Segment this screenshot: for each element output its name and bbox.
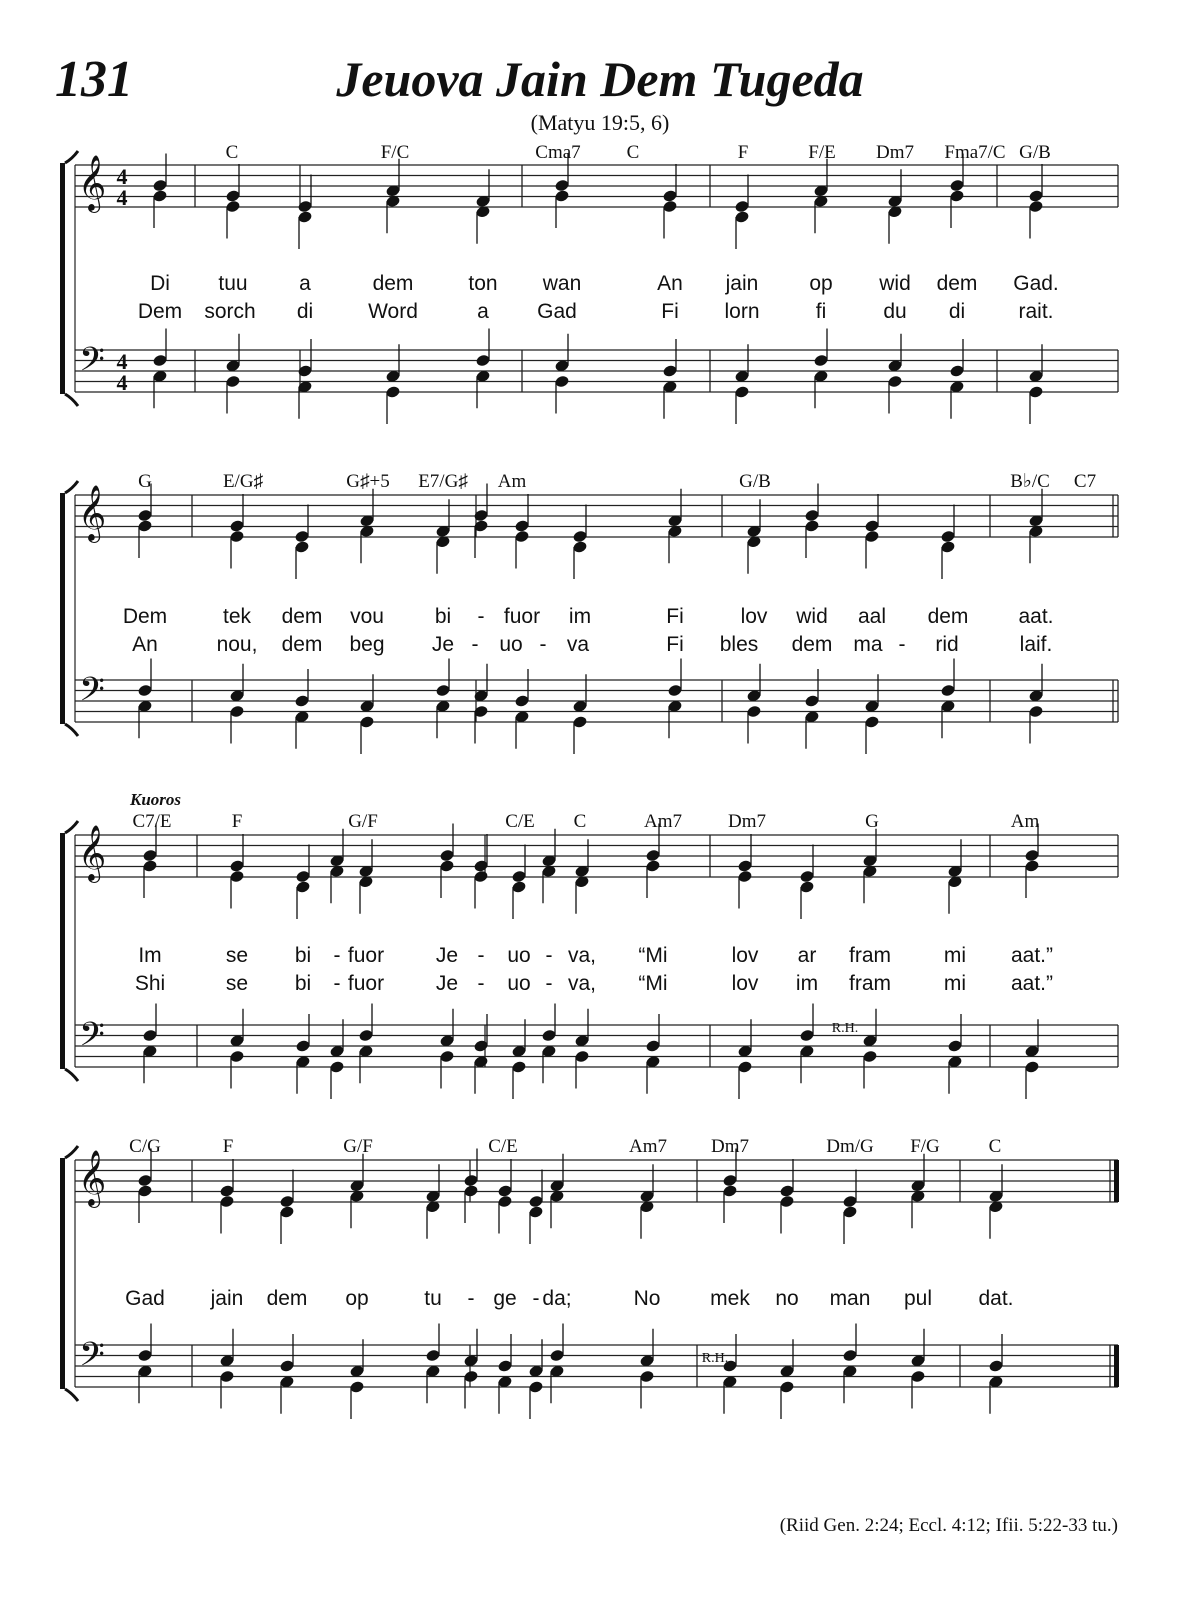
lyric-syllable: - [532, 1287, 540, 1310]
lyric-syllable: Dem [122, 605, 168, 628]
chord-symbol: C [988, 1136, 1002, 1157]
lyric-syllable: op [809, 272, 833, 295]
bracket-hook-bottom [65, 394, 78, 406]
lyric-syllable: im [568, 605, 592, 628]
lyric-syllable: nou, [216, 633, 258, 656]
chord-symbol: G/B [739, 471, 771, 492]
treble-clef: 𝄞 [77, 485, 107, 541]
lyric-syllable: ar [797, 944, 817, 967]
chord-symbol: G/B [1019, 142, 1051, 163]
lyric-syllable: fram [849, 972, 891, 995]
chord-symbol: Am7 [629, 1136, 667, 1157]
lyric-syllable: tuu [218, 272, 248, 295]
lyric-syllable: fi [815, 300, 827, 323]
lyric-syllable: lov [731, 972, 759, 995]
chord-symbol: F/E [808, 142, 836, 163]
lyric-syllable: No [633, 1287, 661, 1310]
lyric-syllable: wan [542, 272, 582, 295]
lyric-syllable: dem [791, 633, 833, 656]
treble-clef: 𝄞 [77, 825, 107, 881]
lyric-syllable: “Mi [638, 972, 668, 995]
chord-symbol: F [222, 1136, 234, 1157]
lyric-syllable: sorch [204, 300, 256, 323]
lyric-syllable: va [566, 633, 590, 656]
lyric-syllable: - [477, 605, 485, 628]
chord-symbol: C/G [129, 1136, 161, 1157]
lyric-syllable: uo [507, 972, 531, 995]
lyric-syllable: - [471, 633, 479, 656]
lyric-syllable: mek [710, 1287, 750, 1310]
lyric-syllable: uo [499, 633, 523, 656]
lyric-syllable: - [545, 972, 553, 995]
chord-symbol: C7/E [132, 811, 172, 832]
bracket-hook-top [65, 151, 78, 163]
lyric-syllable: Je [431, 633, 455, 656]
lyric-syllable: dem [372, 272, 414, 295]
lyric-syllable: Je [435, 944, 459, 967]
lyric-syllable: wid [879, 272, 911, 295]
chord-symbol: Am [1010, 811, 1040, 832]
lyric-syllable: laif. [1019, 633, 1053, 656]
scripture-reference: (Matyu 19:5, 6) [530, 110, 670, 135]
lyric-syllable: - [333, 972, 341, 995]
chord-symbol: F/C [380, 142, 410, 163]
chord-symbol: E7/G♯ [418, 471, 468, 492]
lyric-syllable: man [829, 1287, 871, 1310]
system-4 [60, 1146, 1119, 1419]
song-title: Jeuova Jain Dem Tugeda [336, 51, 864, 107]
lyric-syllable: dem [266, 1287, 308, 1310]
lyric-syllable: bi [434, 605, 452, 628]
lyric-syllable: bi [294, 944, 312, 967]
lyric-syllable: fuor [347, 944, 385, 967]
system-bracket [60, 493, 65, 724]
lyric-syllable: jain [725, 272, 759, 295]
time-signature-bottom: 4 [116, 185, 128, 210]
lyric-syllable: - [477, 944, 485, 967]
lyric-syllable: - [545, 944, 553, 967]
lyric-syllable: mi [943, 944, 967, 967]
lyric-syllable: - [539, 633, 547, 656]
lyric-syllable: tek [222, 605, 252, 628]
lyric-syllable: dem [281, 633, 323, 656]
lyric-syllable: va, [567, 944, 597, 967]
chord-symbol: Dm7 [711, 1136, 749, 1157]
lyric-syllable: mi [943, 972, 967, 995]
lyric-syllable: dem [927, 605, 969, 628]
chord-symbol: B♭/C [1010, 471, 1050, 492]
treble-clef: 𝄞 [77, 155, 107, 211]
lyric-syllable: ton [468, 272, 498, 295]
lyric-syllable: tu [424, 1287, 442, 1310]
lyric-syllable: “Mi [638, 944, 668, 967]
lyric-syllable: Im [138, 944, 162, 967]
chord-symbol: E/G♯ [222, 471, 264, 492]
lyric-syllable: du [883, 300, 907, 323]
lyric-syllable: se [225, 944, 249, 967]
chord-symbol: G♯+5 [346, 471, 390, 492]
lyric-syllable: Gad [125, 1287, 165, 1310]
lyric-syllable: ge [493, 1287, 517, 1310]
time-signature-top: 4 [116, 164, 128, 189]
chord-symbol: C/E [505, 811, 535, 832]
bracket-hook-bottom [65, 1389, 78, 1401]
time-signature-bottom: 4 [116, 370, 128, 395]
lyric-syllable: se [225, 972, 249, 995]
system-bracket [60, 833, 65, 1069]
lyric-syllable: beg [349, 633, 385, 656]
lyric-syllable: a [299, 272, 311, 295]
lyric-syllable: fram [849, 944, 891, 967]
lyric-syllable: aat.” [1010, 972, 1054, 995]
chorus-label: Kuoros [130, 790, 182, 809]
bracket-hook-bottom [65, 724, 78, 736]
bracket-hook-bottom [65, 1069, 78, 1081]
lyric-syllable: va, [567, 972, 597, 995]
chord-symbol: Cma7 [535, 142, 581, 163]
chord-symbol: G [865, 811, 879, 832]
lyric-syllable: Dem [137, 300, 183, 323]
lyric-syllable: no [775, 1287, 799, 1310]
time-signature-top: 4 [116, 349, 128, 374]
lyric-syllable: im [795, 972, 819, 995]
lyric-syllable: uo [507, 944, 531, 967]
lyric-syllable: dat. [978, 1287, 1014, 1310]
chord-symbol: F [231, 811, 243, 832]
bass-clef: 𝄢 [79, 1016, 105, 1062]
lyric-syllable: Fi [666, 633, 684, 656]
lyric-syllable: - [467, 1287, 475, 1310]
chord-symbol: C [626, 142, 640, 163]
lyric-syllable: - [477, 972, 485, 995]
chord-symbol: G/F [348, 811, 378, 832]
lyric-syllable: jain [210, 1287, 244, 1310]
footer-references: (Riid Gen. 2:24; Eccl. 4:12; Ifii. 5:22-33 tu.) [779, 1515, 1118, 1536]
chord-symbol: F [737, 142, 749, 163]
lyric-syllable: bles [719, 633, 759, 656]
lyric-syllable: Fi [666, 605, 684, 628]
lyric-syllable: a [477, 300, 489, 323]
lyric-syllable: dem [936, 272, 978, 295]
lyric-syllable: wid [796, 605, 828, 628]
lyric-syllable: Shi [134, 972, 166, 995]
lyric-syllable: pul [903, 1287, 933, 1310]
lyric-syllable: fuor [503, 605, 541, 628]
lyric-syllable: lov [731, 944, 759, 967]
lyric-syllable: ma [853, 633, 883, 656]
lyric-syllable: dem [281, 605, 323, 628]
bass-clef: 𝄢 [79, 671, 105, 717]
lyric-syllable: aat.” [1010, 944, 1054, 967]
chord-symbol: F/G [910, 1136, 940, 1157]
right-hand-marking: R.H. [701, 1351, 729, 1366]
lyric-syllable: di [296, 300, 314, 323]
lyric-syllable: - [333, 944, 341, 967]
lyric-syllable: Gad. [1013, 272, 1059, 295]
system-bracket [60, 163, 65, 394]
lyric-syllable: bi [294, 972, 312, 995]
lyric-syllable: rait. [1018, 300, 1054, 323]
lyric-syllable: di [948, 300, 966, 323]
lyric-syllable: lov [740, 605, 768, 628]
chord-symbol: C [573, 811, 587, 832]
chord-symbol: C7 [1073, 471, 1097, 492]
final-barline-thick [1114, 1160, 1119, 1202]
song-number: 131 [55, 51, 133, 108]
chord-symbol: Fma7/C [944, 142, 1006, 163]
lyric-syllable: An [132, 633, 158, 656]
lyric-syllable: Word [368, 300, 418, 323]
lyric-syllable: vou [350, 605, 384, 628]
bass-clef: 𝄢 [79, 341, 105, 387]
chord-symbol: Am7 [644, 811, 682, 832]
lyric-syllable: aal [857, 605, 887, 628]
system-bracket [60, 1158, 65, 1389]
lyric-syllable: Fi [661, 300, 679, 323]
lyric-syllable: rid [935, 633, 959, 656]
lyric-syllable: fuor [347, 972, 385, 995]
right-hand-marking: R.H. [831, 1021, 859, 1036]
chord-symbol: G/F [343, 1136, 373, 1157]
lyric-syllable: Gad [537, 300, 577, 323]
lyric-syllable: aat. [1018, 605, 1054, 628]
final-barline-thick [1114, 1345, 1119, 1387]
lyric-syllable: Di [150, 272, 170, 295]
lyric-syllable: Je [435, 972, 459, 995]
lyric-syllable: - [898, 633, 906, 656]
lyric-syllable: An [657, 272, 683, 295]
bracket-hook-top [65, 821, 78, 833]
chord-symbol: Dm7 [876, 142, 914, 163]
chord-symbol: Dm7 [728, 811, 766, 832]
bracket-hook-top [65, 481, 78, 493]
lyric-syllable: da; [542, 1287, 572, 1310]
treble-clef: 𝄞 [77, 1150, 107, 1206]
lyric-syllable: op [345, 1287, 369, 1310]
chord-symbol: Am [497, 471, 527, 492]
chord-symbol: C/E [488, 1136, 518, 1157]
chord-symbol: C [225, 142, 239, 163]
bass-clef: 𝄢 [79, 1336, 105, 1382]
bracket-hook-top [65, 1146, 78, 1158]
lyric-syllable: lorn [724, 300, 760, 323]
chord-symbol: G [138, 471, 152, 492]
chord-symbol: Dm/G [826, 1136, 874, 1157]
